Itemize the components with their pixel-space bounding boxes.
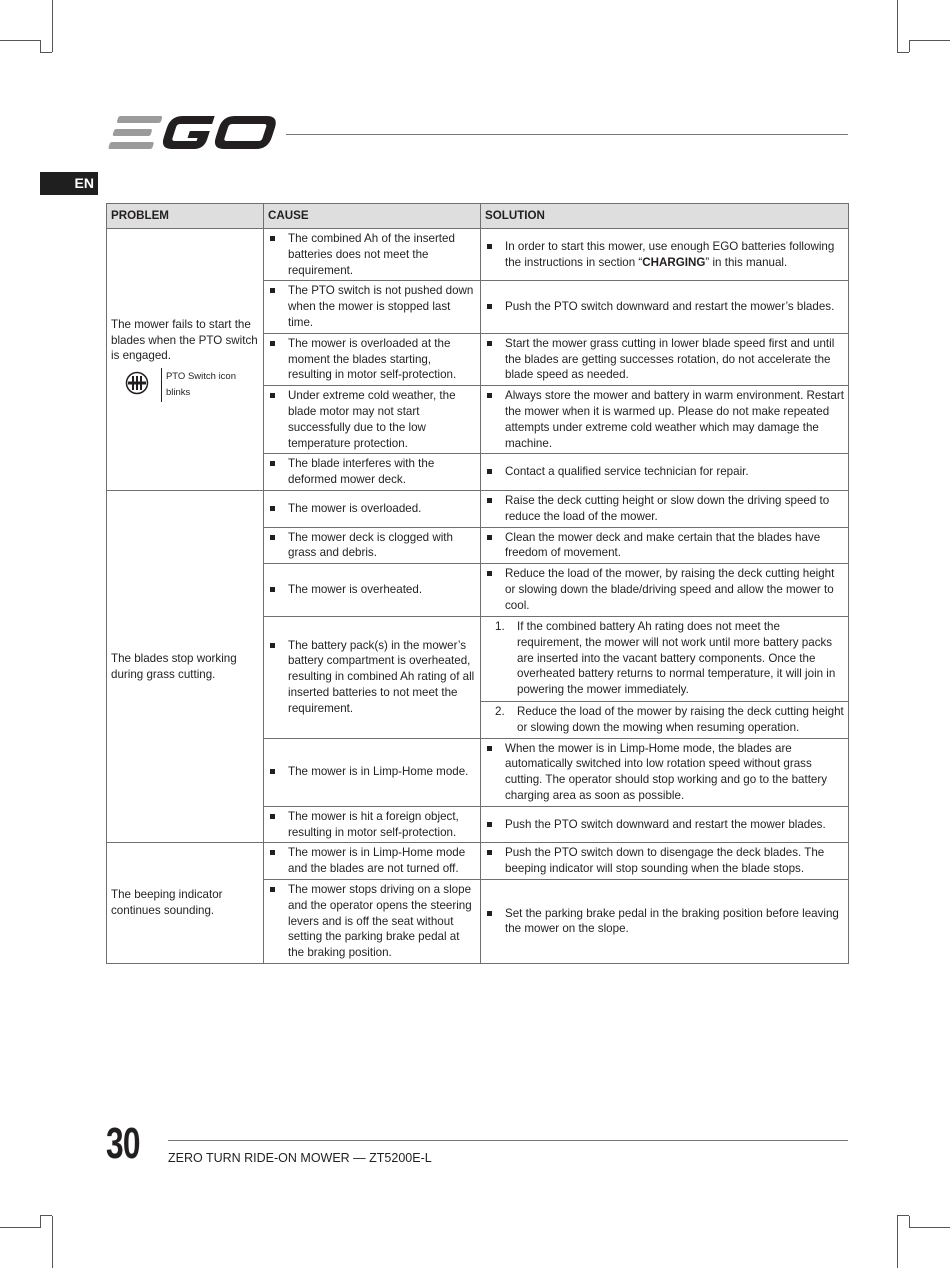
cause-text: The mower is in Limp-Home mode and the blades are not turned off. xyxy=(268,845,476,877)
crop-mark xyxy=(52,1216,53,1268)
cause-text: The PTO switch is not pushed down when the mower is stopped last time. xyxy=(268,283,476,330)
header-cause: CAUSE xyxy=(264,204,481,229)
cause-cell xyxy=(264,527,481,564)
cause-cell xyxy=(264,281,481,333)
crop-mark xyxy=(909,1216,910,1228)
problem-text: The mower fails to start the blades when the PTO switch is engaged. xyxy=(111,317,258,363)
solution-number: 1. xyxy=(495,620,505,634)
solution-text: Push the PTO switch downward and restart the mower’s blades. xyxy=(485,299,844,315)
cause-text: The mower is overloaded at the moment the blades starting, resulting in motor self-protection. xyxy=(268,336,476,383)
solution-cell xyxy=(481,564,849,616)
crop-mark xyxy=(40,1216,41,1228)
crop-mark xyxy=(909,40,910,52)
cause-cell xyxy=(264,564,481,616)
solution-cell xyxy=(481,333,849,385)
solution-text-part: In order to start this mower, use enough EGO batteries following the instructions in section “ xyxy=(505,239,835,269)
cause-text: The mower stops driving on a slope and the operator opens the steering levers and is off the seat without setting the parking brake pedal at the braking position. xyxy=(268,882,476,961)
cause-text: The blade interferes with the deformed mower deck. xyxy=(268,456,476,488)
solution-cell xyxy=(481,879,849,963)
crop-mark xyxy=(52,0,53,52)
header-problem: PROBLEM xyxy=(107,204,264,229)
numbered-solution xyxy=(485,704,844,736)
charging-section-ref: CHARGING xyxy=(642,255,706,269)
cause-cell xyxy=(264,806,481,843)
crop-mark xyxy=(40,52,52,53)
crop-mark xyxy=(897,0,898,52)
crop-mark xyxy=(897,52,909,53)
solution-text: If the combined battery Ah rating does not meet the requirement, the mower will not work until more battery packs are inserted into the vacant battery components. Once the overheated battery returns to normal temperature, it will join in powering the mower immediately. xyxy=(517,620,836,697)
solution-cell xyxy=(481,527,849,564)
cause-text: The combined Ah of the inserted batteries does not meet the requirement. xyxy=(268,231,476,278)
solution-cell xyxy=(481,386,849,454)
solution-text: Push the PTO switch downward and restart the mower blades. xyxy=(485,817,844,833)
cause-text: Under extreme cold weather, the blade motor may not start successfully due to the low temperature protection. xyxy=(268,388,476,451)
solution-number: 2. xyxy=(495,704,505,718)
cause-cell xyxy=(264,616,481,738)
solution-cell xyxy=(481,229,849,281)
crop-mark xyxy=(40,40,41,52)
problem-text: The beeping indicator continues sounding. xyxy=(111,888,223,918)
solution-cell xyxy=(481,843,849,880)
solution-cell xyxy=(481,616,849,701)
table-row xyxy=(107,490,849,527)
cause-cell xyxy=(264,386,481,454)
solution-cell xyxy=(481,701,849,738)
crop-mark xyxy=(0,1227,40,1228)
crop-mark xyxy=(40,1215,52,1216)
ego-logo xyxy=(106,112,276,159)
pto-icon-caption: PTO Switch icon blinks xyxy=(165,371,236,399)
cause-text: The mower is in Limp-Home mode. xyxy=(268,764,476,780)
solution-text: Reduce the load of the mower by raising the deck cutting height or slowing down the mowing when resuming operation. xyxy=(517,704,844,734)
problem-cell xyxy=(107,229,264,491)
pto-switch-icon xyxy=(125,371,149,400)
cause-cell xyxy=(264,333,481,385)
cause-text: The mower is overloaded. xyxy=(268,501,476,517)
solution-text: Reduce the load of the mower, by raising the deck cutting height or slowing down the blade/driving speed and allow the mower to cool. xyxy=(485,566,844,613)
header-rule xyxy=(286,134,848,135)
crop-mark xyxy=(910,40,950,41)
cause-text: The mower is overheated. xyxy=(268,582,476,598)
cause-cell xyxy=(264,229,481,281)
crop-mark xyxy=(897,1215,909,1216)
solution-cell xyxy=(481,806,849,843)
solution-cell xyxy=(481,454,849,491)
crop-mark xyxy=(897,1216,898,1268)
numbered-solution xyxy=(485,619,844,698)
table-row xyxy=(107,843,849,880)
cause-text: The battery pack(s) in the mower’s battery compartment is overheated, resulting in combined Ah rating of all inserted batteries to not meet the requirement. xyxy=(268,638,476,717)
icon-divider xyxy=(161,368,162,402)
solution-cell xyxy=(481,738,849,806)
solution-text: Set the parking brake pedal in the braking position before leaving the mower on the slope. xyxy=(485,906,844,938)
footer-rule xyxy=(168,1140,848,1141)
cause-cell xyxy=(264,738,481,806)
problem-text: The blades stop working during grass cutting. xyxy=(111,651,237,681)
pto-icon-note xyxy=(125,368,259,402)
solution-text: Push the PTO switch down to disengage the deck blades. The beeping indicator will stop sounding when the blade stops. xyxy=(485,845,844,877)
solution-text-part: ” in this manual. xyxy=(705,255,788,269)
language-tab: EN xyxy=(40,172,98,195)
solution-text: Start the mower grass cutting in lower blade speed first and until the blades are getting successes rotation, do not accelerate the blade speed as needed. xyxy=(485,336,844,383)
cause-text: The mower is hit a foreign object, resulting in motor self-protection. xyxy=(268,809,476,841)
cause-cell xyxy=(264,454,481,491)
table-row xyxy=(107,229,849,281)
problem-cell xyxy=(107,843,264,964)
cause-cell xyxy=(264,879,481,963)
solution-text xyxy=(485,239,844,271)
solution-text: When the mower is in Limp-Home mode, the blades are automatically switched into low rotation speed without grass cutting. The operator should stop working and go to the battery charging area as soon as possible. xyxy=(485,741,844,804)
cause-cell xyxy=(264,490,481,527)
page-number: 30 xyxy=(106,1119,140,1168)
cause-text: The mower deck is clogged with grass and debris. xyxy=(268,530,476,562)
crop-mark xyxy=(0,40,40,41)
solution-text: Clean the mower deck and make certain that the blades have freedom of movement. xyxy=(485,530,844,562)
solution-cell xyxy=(481,281,849,333)
header-solution: SOLUTION xyxy=(481,204,849,229)
solution-text: Contact a qualified service technician for repair. xyxy=(485,464,844,480)
table-header-row xyxy=(107,204,849,229)
solution-cell xyxy=(481,490,849,527)
solution-text: Raise the deck cutting height or slow down the driving speed to reduce the load of the mower. xyxy=(485,493,844,525)
problem-cell xyxy=(107,490,264,842)
solution-text: Always store the mower and battery in warm environment. Restart the mower when it is warmed up. Please do not make repeated attempts under extreme cold weather which may damage the machine. xyxy=(485,388,844,451)
troubleshooting-table xyxy=(106,203,849,964)
cause-cell xyxy=(264,843,481,880)
footer-title: ZERO TURN RIDE-ON MOWER — ZT5200E-L xyxy=(168,1151,432,1165)
crop-mark xyxy=(910,1227,950,1228)
